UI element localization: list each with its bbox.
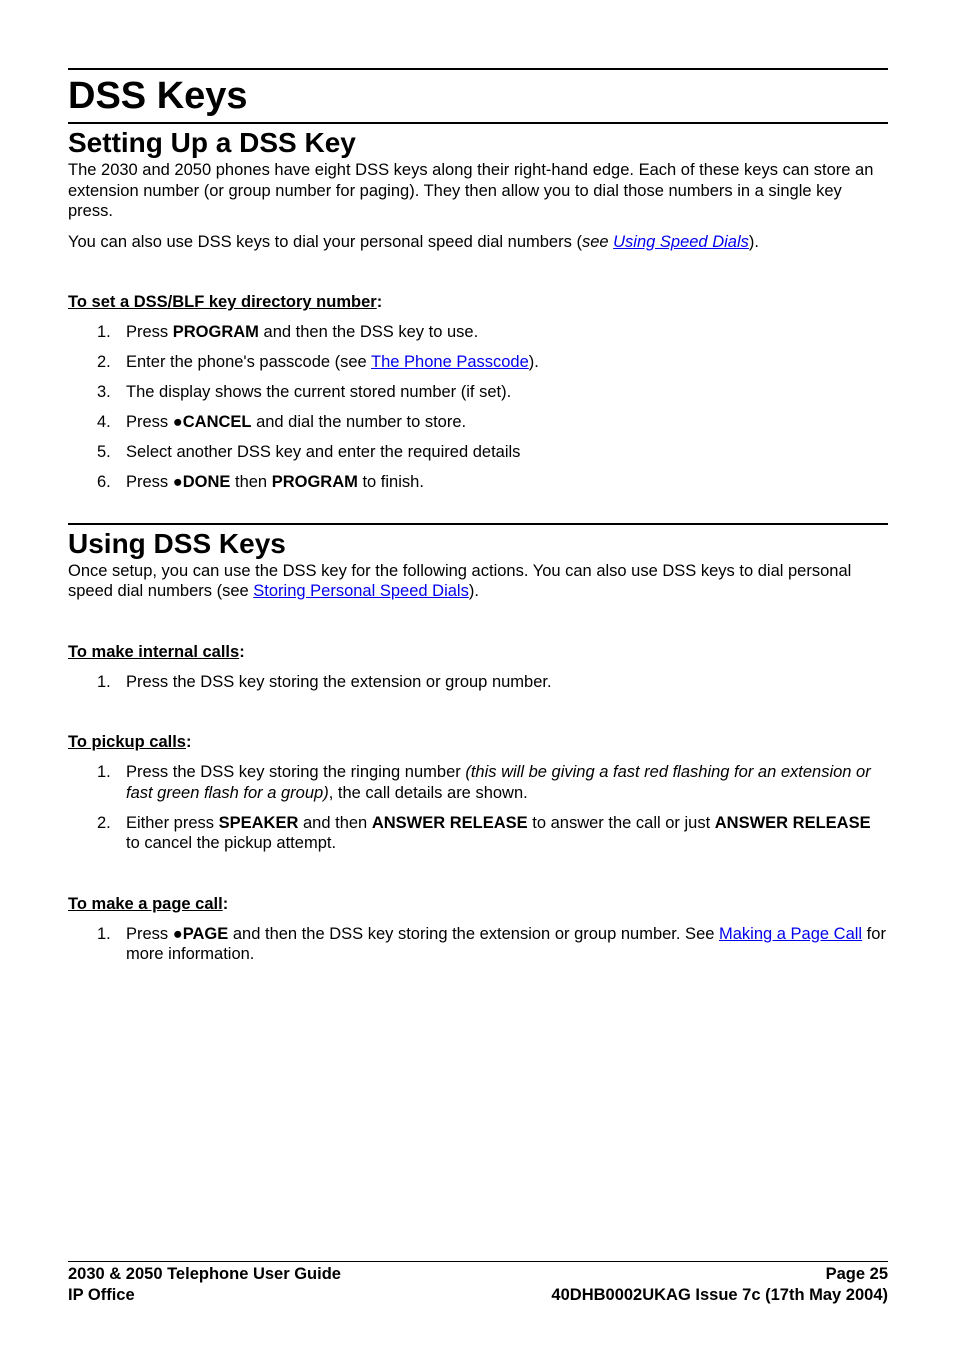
page-title: DSS Keys [68,75,248,117]
document-page [68,68,888,965]
pickup-calls-steps [68,762,888,854]
section-heading-setting-up: Setting Up a DSS Key [68,127,356,158]
procedure-title-set-dss: To set a DSS/BLF key directory number: [68,293,383,311]
page-call-steps [68,924,888,965]
list-item: 5. Select another DSS key and enter the required details [97,443,521,461]
list-item: 3. The display shows the current stored number (if set). [97,383,512,401]
phone-passcode-link[interactable]: The Phone Passcode [371,353,529,371]
section-heading-using-dss: Using DSS Keys [68,527,286,559]
list-item: 6. Press ●DONE then PROGRAM to finish. [97,473,424,491]
footer-issue: 40DHB0002UKAG Issue 7c (17th May 2004) [551,1285,888,1304]
procedure-title-internal-calls: To make internal calls: [68,642,245,661]
storing-speed-dials-link[interactable]: Storing Personal Speed Dials [253,582,469,600]
set-dss-steps [68,322,888,493]
procedure-title-page-call: To make a page call: [68,894,229,913]
list-item: 4. Press ●CANCEL and dial the number to store. [97,413,467,431]
section1-intro: The 2030 and 2050 phones have eight DSS keys along their right-hand edge. Each of these keys can store an extension number (or group number for paging). They then allow you to dial those numbers in a single key press. [68,161,874,220]
section1-speed-dial-note: You can also use DSS keys to dial your personal speed dial numbers (see Using Speed Dials). [68,232,759,251]
page-footer [68,1261,888,1305]
list-item: 2. Enter the phone's passcode (see The Phone Passcode). [97,353,539,371]
footer-guide-title: 2030 & 2050 Telephone User Guide [68,1265,341,1283]
section2-intro: Once setup, you can use the DSS key for the following actions. You can also use DSS keys to dial personal speed dial numbers (see Storing Personal Speed Dials). [68,561,852,600]
procedure-title-pickup-calls: To pickup calls: [68,733,192,751]
using-speed-dials-link[interactable]: Using Speed Dials [613,232,749,251]
list-item: 2. Either press SPEAKER and then ANSWER RELEASE to answer the call or just ANSWER RELEASE to cancel the pickup attempt. [97,813,871,852]
list-item: 1. Press PROGRAM and then the DSS key to use. [97,323,479,341]
footer-product: IP Office [68,1285,135,1304]
list-item: 1. Press ●PAGE and then the DSS key storing the extension or group number. See Making a Page Call for more information. [97,924,886,963]
list-item: 1. Press the DSS key storing the ringing number (this will be giving a fast red flashing for an extension or fast green flash for a group), the call details are shown. [97,763,871,802]
list-item: 1. Press the DSS key storing the extension or group number. [97,672,552,691]
making-page-call-link[interactable]: Making a Page Call [719,924,863,943]
footer-page-number: Page 25 [825,1265,888,1283]
internal-calls-steps [68,672,888,693]
